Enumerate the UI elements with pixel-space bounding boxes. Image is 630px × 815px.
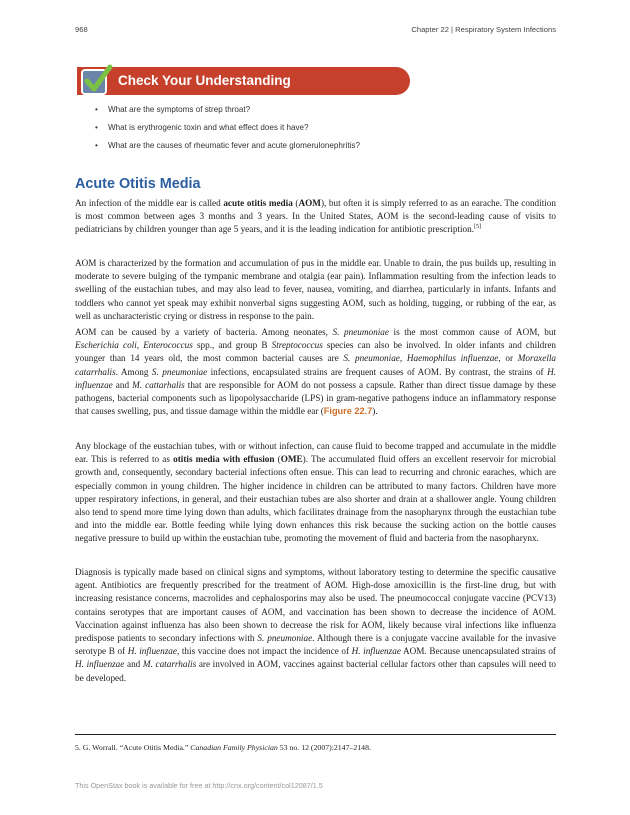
check-understanding-banner [77, 64, 410, 98]
section-title: Acute Otitis Media [75, 176, 201, 192]
footnote-ref[interactable]: [5] [474, 224, 482, 231]
paragraph-1: An infection of the middle ear is called acute otitis media (AOM), but often it is simply referred to as an earache. The condition is most common between ages 3 months and 3 years. In the United States, AOM is the second-leading cause of visits to pediatricians by children younger than age 5 years, and it is the leading indication for antibiotic prescription.[5] [75, 198, 556, 235]
question-list [95, 105, 360, 159]
term-acute-otitis-media: acute otitis media [223, 198, 293, 208]
banner-title: Check Your Understanding [118, 73, 291, 88]
paragraph-5: Diagnosis is typically made based on clinical signs and symptoms, without laboratory testing to determine the specific causative agent. Antibiotics are frequently prescribed for the treatment of AOM. High-dose amoxicillin is the first-line drug, but with increasing resistance concerns, macrolides and cephalosporins may also be used. The pneumococcal conjugate vaccine (PCV13) contains serotypes that are important causes of AOM, and vaccination has been shown to decrease the incidence of AOM. Vaccination against influenza has also been shown to decrease the risk for AOM, likely because viral infections like influenza predispose patients to secondary infections with S. pneumoniae. Although there is a conjugate vaccine available for the invasive serotype B of H. influenzae, this vaccine does not impact the incidence of H. influenzae AOM. Because unencapsulated strains of H. influenzae and M. catarrhalis are involved in AOM, vaccines against bacterial cellular factors other than capsules will need to be developed. [75, 567, 557, 683]
paragraph-3: AOM can be caused by a variety of bacteria. Among neonates, S. pneumoniae is the most common cause of AOM, but Escherichia coli, Enterococcus spp., and group B Streptococcus species can also be involved. In older infants and children younger than 14 years old, the most common bacterial causes are S. pneumoniae, Haemophilus influenzae, or Moraxella catarrhalis. Among S. pneumoniae infections, encapsulated strains are frequent causes of AOM. By contrast, the strains of H. influenzae and M. cattarhalis that are responsible for AOM do not possess a capsule. Rather than direct tissue damage by these pathogens, bacterial components such as lipopolysaccharide (LPS) in gram-negative pathogens induce an inflammatory response that causes swelling, pus, and tissue damage within the middle ear (Figure 22.7). [75, 327, 557, 417]
paragraph-4: Any blockage of the eustachian tubes, with or without infection, can cause fluid to become trapped and accumulate in the middle ear. This is referred to as otitis media with effusion (OME). The accumulated fluid offers an excellent reservoir for microbial growth and, consequently, secondary bacterial infections often ensue. This can lead to recurring and chronic earaches, which are especially common in young children. The higher incidence in children can be attributed to many factors. Children have more upper respiratory infections, in general, and their eustachian tubes are also shorter and drain at a shallower angle. Young children also tend to spend more time lying down than adults, which facilitates drainage from the nasopharynx through the eustachian tube and into the middle ear. Bottle feeding while lying down enhances this risk because the sucking action on the bottle causes negative pressure to build up within the eustachian tube, promoting the movement of fluid and bacteria from the nasopharynx. [75, 441, 557, 544]
page-footer: This OpenStax book is available for free at http://cnx.org/content/col12087/1.5 [75, 781, 323, 790]
footnote: 5. G. Worrall. “Acute Otitis Media.” Canadian Family Physician 53 no. 12 (2007):2147–2148. [75, 743, 371, 752]
chapter-header: Chapter 22 | Respiratory System Infections [411, 25, 556, 34]
figure-link[interactable]: Figure 22.7 [323, 406, 373, 417]
question-item: • What are the causes of rheumatic fever and acute glomerulonephritis? [95, 141, 360, 159]
footnote-divider [75, 734, 556, 735]
paragraph-2: AOM is characterized by the formation and accumulation of pus in the middle ear. Unable to drain, the pus builds up, resulting in moderate to severe bulging of the tympanic membrane and otalgia (ear pain). Inflammation resulting from the infection leads to swelling of the eustachian tubes, and may also lead to fever, nausea, vomiting, and diarrhea, particularly in infants. Infants and toddlers who cannot yet speak may exhibit nonverbal signs suggesting AOM, such as holding, tugging, or rubbing of the ear, as well as uncharacteristic crying or distress in response to the pain. [75, 258, 556, 321]
checkmark-box-icon [79, 64, 113, 98]
term-ome: OME [280, 454, 303, 465]
term-otitis-media-with-effusion: otitis media with effusion [173, 454, 275, 465]
question-item: • What are the symptoms of strep throat? [95, 105, 360, 123]
page-number: 968 [75, 25, 88, 34]
question-item: • What is erythrogenic toxin and what effect does it have? [95, 123, 360, 141]
term-aom: AOM [298, 198, 321, 208]
